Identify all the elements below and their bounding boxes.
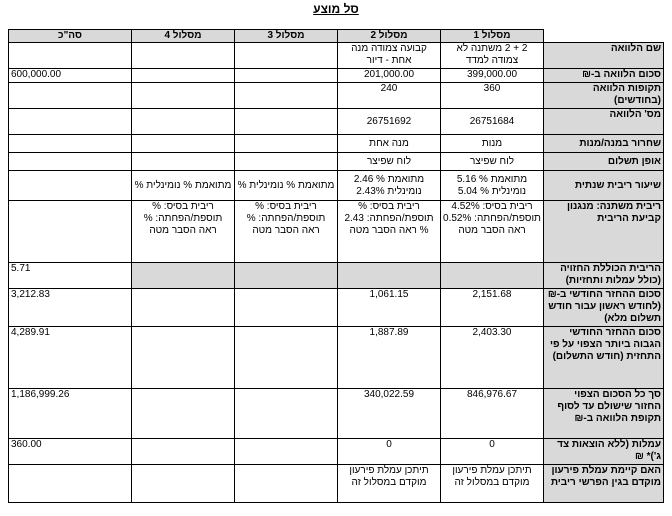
- cell-track-1: מתואמת % 5.16 נומינלית % 5.04: [441, 171, 544, 201]
- header-track-2: מסלול 2: [338, 30, 441, 43]
- row-annual-rate: [9, 171, 664, 201]
- row-label: מס' הלוואה: [544, 109, 664, 135]
- header-track-1: מסלול 1: [441, 30, 544, 43]
- cell-track-3: [235, 465, 338, 503]
- row-loan-period: [9, 83, 664, 109]
- row-loan-amount: [9, 69, 664, 83]
- header-corner: [544, 30, 664, 43]
- cell-track-3: [235, 327, 338, 389]
- cell-track-4: [132, 83, 235, 109]
- cell-track-3: [235, 263, 338, 289]
- cell-track-4: [132, 109, 235, 135]
- cell-track-2: [338, 263, 441, 289]
- cell-track-2: 1,887.89: [338, 327, 441, 389]
- row-variable-rate: [9, 201, 664, 263]
- row-label: סכום ההחזר החודשי הגבוה ביותר הצפוי על פי התחזית (חודש התשלום): [544, 327, 664, 389]
- cell-track-4: [132, 327, 235, 389]
- cell-track-3: [235, 43, 338, 69]
- cell-track-1: 2 + 2 משתנה לא צמודה למדד: [441, 43, 544, 69]
- cell-total: 5.71: [9, 263, 132, 289]
- row-label: האם קיימת עמלת פירעון מוקדם בגין הפרשי ריבית: [544, 465, 664, 503]
- row-label: עמלות (ללא הוצאות צד ג')* ₪: [544, 439, 664, 465]
- cell-track-1: 0: [441, 439, 544, 465]
- cell-track-1: תיתכן עמלת פירעון מוקדם במסלול זה: [441, 465, 544, 503]
- cell-track-2: 26751692: [338, 109, 441, 135]
- cell-track-2: מנה אחת: [338, 135, 441, 153]
- cell-track-3: [235, 135, 338, 153]
- cell-track-2: 0: [338, 439, 441, 465]
- row-label: תקופות הלוואה (בחודשים): [544, 83, 664, 109]
- cell-track-1: 2,403.30: [441, 327, 544, 389]
- cell-track-2: 201,000.00: [338, 69, 441, 83]
- cell-total: [9, 43, 132, 69]
- row-label: סך כל הסכום הצפוי החזור שישולם עד לסוף תקופת הלוואה ב-₪: [544, 389, 664, 439]
- page-title: סל מוצע: [313, 2, 359, 16]
- cell-track-3: [235, 289, 338, 327]
- cell-track-4: [132, 439, 235, 465]
- cell-total: [9, 171, 132, 201]
- cell-total: 4,289.91: [9, 327, 132, 389]
- row-label: שם הלוואה: [544, 43, 664, 69]
- cell-track-1: [441, 263, 544, 289]
- cell-track-2: מתואמת % 2.46 נומינלית 2.43%: [338, 171, 441, 201]
- cell-track-2: 240: [338, 83, 441, 109]
- cell-track-1: 2,151.68: [441, 289, 544, 327]
- row-label: סכום ההחזר החודשי ב-₪ (לחודש ראשון עבור חודש תשלום מלא): [544, 289, 664, 327]
- cell-track-4: ריבית בסיס: % תוספת/הפחתה: % ראה הסבר מטה: [132, 201, 235, 263]
- cell-total: [9, 135, 132, 153]
- row-max-monthly-payment: [9, 327, 664, 389]
- cell-track-1: לוח שפיצר: [441, 153, 544, 171]
- cell-track-3: מתואמת % נומינלית %: [235, 171, 338, 201]
- header-total: סה"כ: [9, 30, 132, 43]
- row-label: שיעור ריבית שנתית: [544, 171, 664, 201]
- cell-track-4: [132, 153, 235, 171]
- cell-total: [9, 465, 132, 503]
- cell-track-3: [235, 389, 338, 439]
- row-release: [9, 135, 664, 153]
- header-row: [9, 30, 664, 43]
- cell-track-4: [132, 43, 235, 69]
- cell-track-2: ריבית בסיס: % תוספת/הפחתה: 2.43 % ראה הסבר מטה: [338, 201, 441, 263]
- loan-basket-table: [8, 29, 664, 503]
- row-label: הריבית הכוללת החזויה (כולל עמלות ותחזיות): [544, 263, 664, 289]
- row-label: שחרור במנה/מנות: [544, 135, 664, 153]
- cell-track-4: [132, 69, 235, 83]
- cell-total: [9, 153, 132, 171]
- cell-track-2: לוח שפיצר: [338, 153, 441, 171]
- cell-track-3: [235, 153, 338, 171]
- cell-track-4: מתואמת % נומינלית %: [132, 171, 235, 201]
- cell-track-4: [132, 389, 235, 439]
- cell-track-4: [132, 135, 235, 153]
- cell-track-3: [235, 439, 338, 465]
- header-track-3: מסלול 3: [235, 30, 338, 43]
- cell-track-2: תיתכן עמלת פירעון מוקדם במסלול זה: [338, 465, 441, 503]
- cell-track-2: קבועה צמודה מנה אחת - דיור: [338, 43, 441, 69]
- cell-track-1: 399,000.00: [441, 69, 544, 83]
- cell-total: [9, 109, 132, 135]
- row-early-repayment: [9, 465, 664, 503]
- cell-total: 360.00: [9, 439, 132, 465]
- cell-track-1: מנות: [441, 135, 544, 153]
- cell-total: [9, 83, 132, 109]
- row-payment-method: [9, 153, 664, 171]
- cell-track-3: [235, 69, 338, 83]
- cell-track-2: 1,061.15: [338, 289, 441, 327]
- cell-track-1: ריבית בסיס: 4.52% תוספת/הפחתה: 0.52% ראה הסבר מטה: [441, 201, 544, 263]
- cell-track-2: 340,022.59: [338, 389, 441, 439]
- row-label: אופן תשלום: [544, 153, 664, 171]
- row-monthly-payment: [9, 289, 664, 327]
- cell-track-3: [235, 83, 338, 109]
- row-total-rate: [9, 263, 664, 289]
- row-loan-name: [9, 43, 664, 69]
- cell-total: 600,000.00: [9, 69, 132, 83]
- row-loan-number: [9, 109, 664, 135]
- cell-total: [9, 201, 132, 263]
- cell-total: 3,212.83: [9, 289, 132, 327]
- cell-track-3: [235, 109, 338, 135]
- row-total-repayment: [9, 389, 664, 439]
- row-fees: [9, 439, 664, 465]
- cell-track-1: 846,976.67: [441, 389, 544, 439]
- cell-track-1: 26751684: [441, 109, 544, 135]
- row-label: סכום הלוואה ב-₪: [544, 69, 664, 83]
- header-track-4: מסלול 4: [132, 30, 235, 43]
- cell-track-4: [132, 263, 235, 289]
- cell-track-4: [132, 289, 235, 327]
- cell-track-4: [132, 465, 235, 503]
- cell-track-1: 360: [441, 83, 544, 109]
- cell-total: 1,186,999.26: [9, 389, 132, 439]
- cell-track-3: ריבית בסיס: % תוספת/הפחתה: % ראה הסבר מטה: [235, 201, 338, 263]
- row-label: ריבית משתנה: מנגנון קביעת הריבית: [544, 201, 664, 263]
